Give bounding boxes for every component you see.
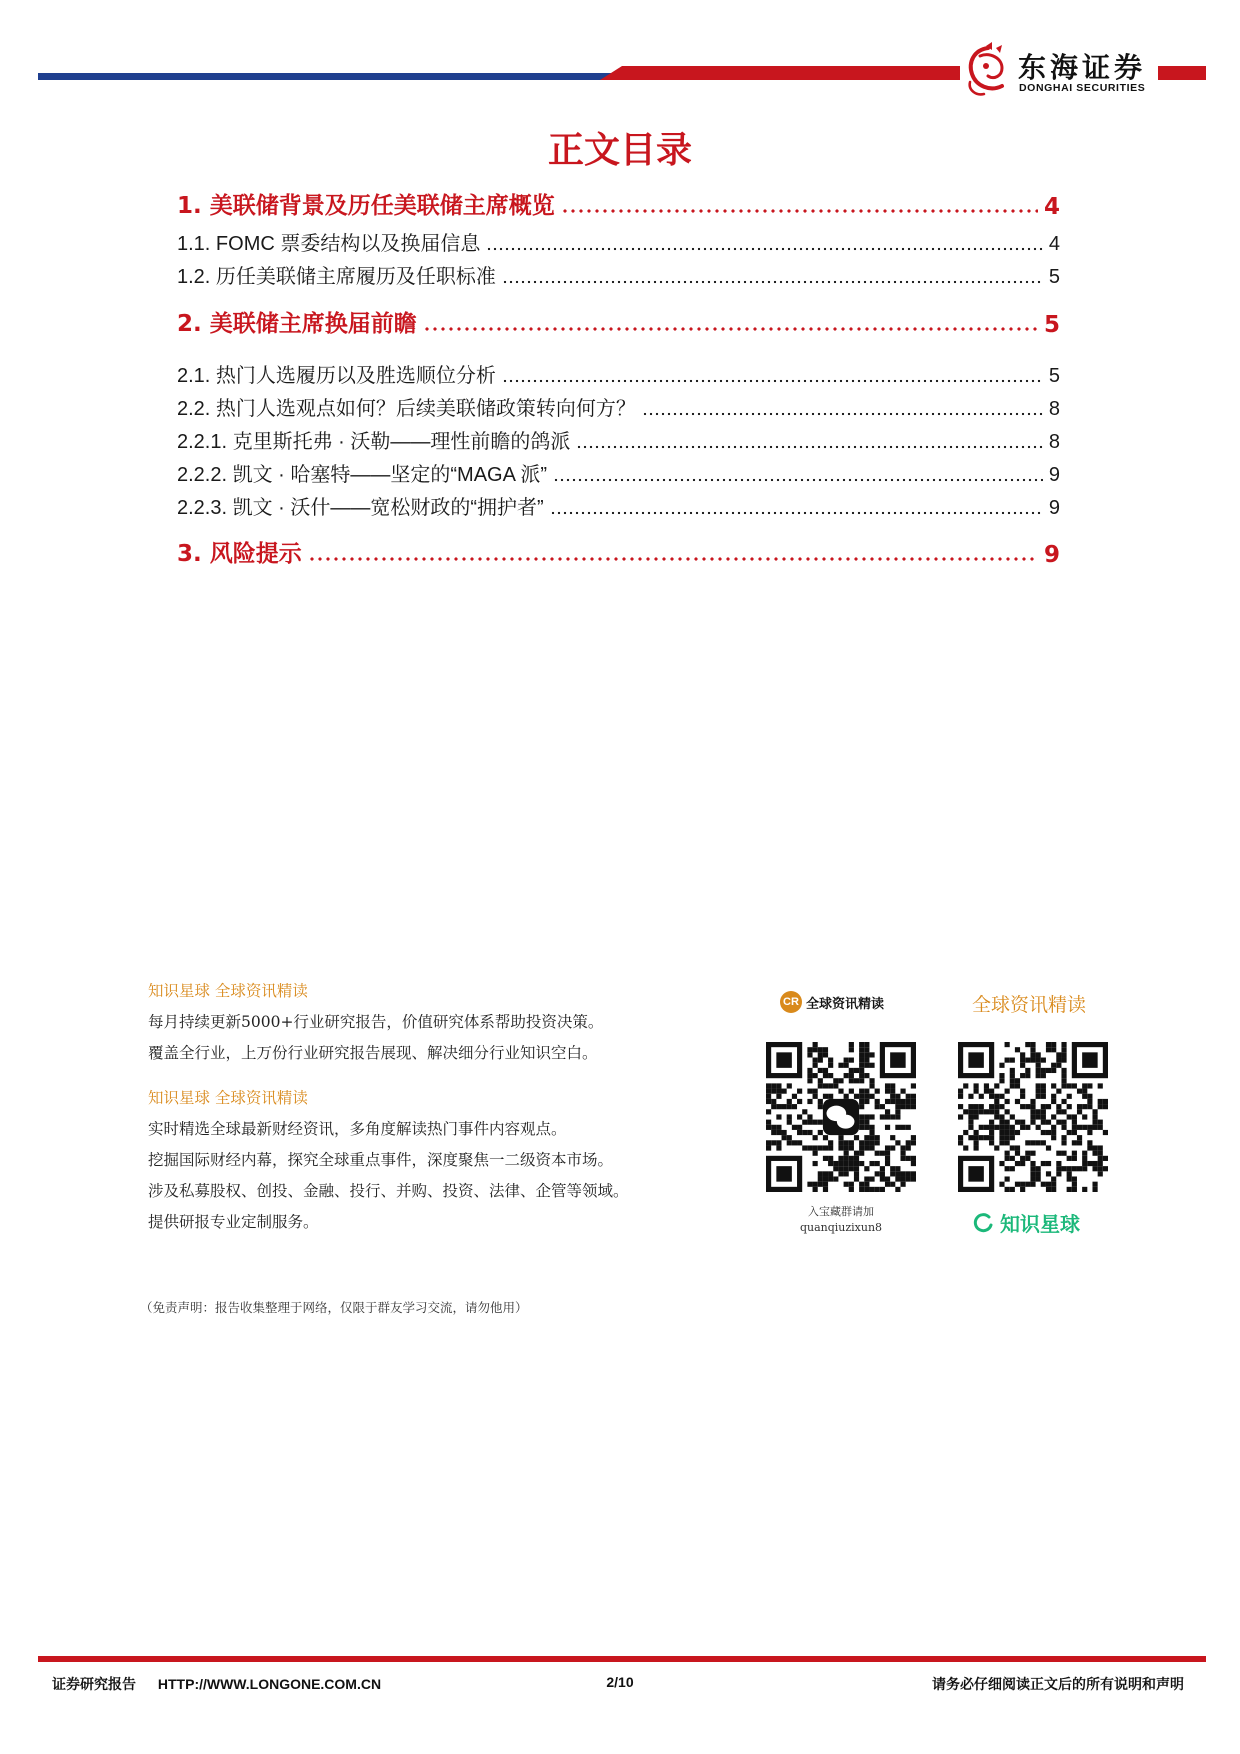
toc-entry-label: 2.1. 热门人选履历以及胜选顺位分析 — [177, 365, 496, 387]
toc-entry-label: 1. 美联储背景及历任美联储主席概览 — [177, 193, 555, 219]
wechat-qr-code[interactable] — [766, 1042, 916, 1192]
zsxq-logo-icon — [972, 1212, 994, 1234]
toc-dot-leader — [550, 511, 1043, 515]
footer-url-link[interactable]: HTTP://WWW.LONGONE.COM.CN — [157, 1676, 382, 1692]
toc-entry-label: 1.1. FOMC 票委结构以及换届信息 — [177, 233, 481, 255]
toc-entry[interactable] — [177, 308, 1060, 338]
toc-entry-page: 9 — [1048, 497, 1060, 519]
toc-entry-page: 5 — [1048, 266, 1060, 288]
toc-entry-page: 5 — [1048, 365, 1060, 387]
toc-entry-label: 2.2.1. 克里斯托弗 · 沃勒——理性前瞻的鸽派 — [177, 431, 571, 453]
dragon-logo-icon — [962, 42, 1014, 98]
qr-wechat-heading — [780, 990, 930, 1014]
toc-dot-leader — [561, 209, 1038, 213]
toc-dot-leader — [423, 327, 1038, 331]
qr-wechat-caption-line2: quanqiuzixun8 — [799, 1221, 883, 1234]
header-blue-band — [38, 73, 638, 80]
promo-text — [148, 976, 748, 1238]
toc-entry-label: 2.2.2. 凯文 · 哈塞特——坚定的“MAGA 派” — [177, 464, 548, 486]
toc-entry-label: 1.2. 历任美联储主席履历及任职标准 — [177, 266, 496, 288]
toc-entry[interactable] — [177, 428, 1060, 454]
toc-entry-page: 8 — [1048, 398, 1060, 420]
logo-chinese-name: 东海证券 — [1018, 51, 1147, 84]
donghai-logo — [962, 42, 1158, 98]
qr-wechat-name: 全球资讯精读 — [806, 996, 885, 1012]
toc-dot-leader — [576, 445, 1043, 449]
footer-page-number: 2/10 — [606, 1674, 634, 1690]
zsxq-caption-text: 知识星球 — [1000, 1212, 1080, 1236]
promo-line: 挖掘国际财经内幕，探究全球重点事件，深度聚焦一二级资本市场。 — [148, 1151, 614, 1169]
toc-entry[interactable] — [177, 362, 1060, 388]
toc-entry[interactable] — [177, 230, 1060, 256]
toc-entry-page: 8 — [1048, 431, 1060, 453]
toc-dot-leader — [502, 280, 1043, 284]
toc-dot-leader — [308, 557, 1038, 561]
toc-entry-page: 4 — [1048, 233, 1060, 255]
promo-line: 提供研报专业定制服务。 — [148, 1213, 319, 1231]
promo-block1-title: 知识星球 全球资讯精读 — [148, 982, 308, 1000]
toc-entry-label: 2. 美联储主席换届前瞻 — [177, 311, 417, 337]
wechat-icon — [823, 1099, 859, 1135]
cr-badge-icon: CR — [780, 991, 802, 1013]
header-red-band — [600, 66, 960, 80]
page-title: 正文目录 — [547, 130, 692, 171]
toc-entry[interactable] — [177, 190, 1060, 220]
toc-dot-leader — [502, 379, 1043, 383]
footer-red-line — [38, 1656, 1206, 1662]
logo-english-name: DONGHAI SECURITIES — [1019, 82, 1146, 94]
toc-entry-page: 4 — [1043, 194, 1060, 220]
promo-line: 实时精选全球最新财经资讯，多角度解读热门事件内容观点。 — [148, 1120, 567, 1138]
toc-entry[interactable] — [177, 538, 1060, 568]
disclaimer: （免责声明：报告收集整理于网络，仅限于群友学习交流，请勿他用） — [140, 1300, 528, 1315]
promo-line: 每月持续更新5000+行业研究报告，价值研究体系帮助投资决策。 — [148, 1013, 604, 1031]
toc-entry[interactable] — [177, 395, 1060, 421]
qr-zsxq-caption — [972, 1208, 1080, 1237]
toc-entry-page: 9 — [1048, 464, 1060, 486]
qr-wechat-caption-line1: 入宝藏群请加 — [808, 1205, 874, 1218]
toc-entry[interactable] — [177, 263, 1060, 289]
toc-entry-page: 9 — [1043, 542, 1060, 568]
zsxq-qr-code[interactable] — [958, 1042, 1108, 1192]
toc-entry[interactable] — [177, 494, 1060, 520]
toc-entry-label: 2.2. 热门人选观点如何？后续美联储政策转向何方？ — [177, 398, 636, 420]
qr-zsxq-heading: 全球资讯精读 — [972, 994, 1087, 1016]
footer-notice: 请务必仔细阅读正文后的所有说明和声明 — [932, 1677, 1184, 1693]
toc-dot-leader — [486, 247, 1043, 251]
toc-dot-leader — [642, 412, 1043, 416]
toc-entry-label: 2.2.3. 凯文 · 沃什——宽松财政的“拥护者” — [177, 497, 544, 519]
toc-entry[interactable] — [177, 461, 1060, 487]
footer-report-label: 证券研究报告 — [52, 1676, 136, 1692]
toc-entry-label: 3. 风险提示 — [177, 541, 302, 567]
promo-line: 涉及私募股权、创投、金融、投行、并购、投资、法律、企管等领域。 — [148, 1182, 629, 1200]
promo-block2-title: 知识星球 全球资讯精读 — [148, 1089, 308, 1107]
promo-line: 覆盖全行业，上万份行业研究报告展现、解决细分行业知识空白。 — [148, 1044, 598, 1062]
qr-wechat-caption — [766, 1204, 916, 1236]
toc-dot-leader — [553, 478, 1043, 482]
header-red-band-right — [1158, 66, 1206, 80]
toc-entry-page: 5 — [1043, 312, 1060, 338]
